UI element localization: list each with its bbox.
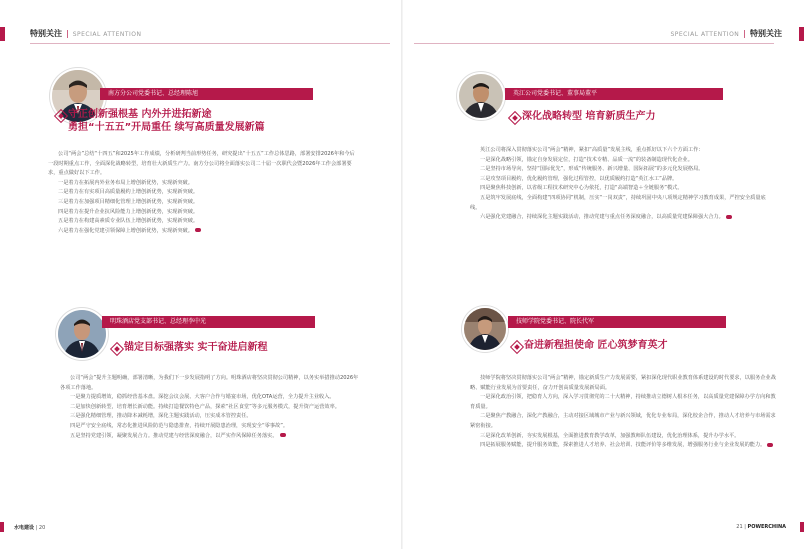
body-paragraph: 公司“两会”提升主题明确，部署清晰，为我们下一步发展指明了方向。明珠酒店将坚决贯彻公司精神，以务实举措推动2026年各项工作落地。: [60, 375, 359, 391]
header-accent-bar: [799, 27, 804, 41]
article-title-line1: 深化战略转型 培育新质生产力: [522, 111, 656, 122]
header-section-en: SPECIAL ATTENTION: [72, 31, 142, 38]
page-gutter: [401, 0, 403, 549]
body-paragraph: 一是聚力提质增效，稳抓经营基本盘。深挖会议会展、大客户合作与婚宴市场，优化OTA运营，全力提升主业收入。: [70, 394, 335, 401]
body-paragraph: 二是坚持市场导向，坚持“国际优先”，形成“传统服务、新兴增量、国际拓展”的多元化发展格局。: [480, 166, 704, 173]
header-section-en: SPECIAL ATTENTION: [670, 31, 740, 38]
speaker-tag: 明珠酒店党支部书记、总经理李中光: [102, 316, 315, 328]
end-mark-icon: [280, 433, 286, 437]
footer-accent-bar: [800, 522, 804, 532]
title-bullet-icon: [110, 342, 124, 356]
portrait-photo: [457, 72, 505, 120]
article-title-line1: 守正创新强根基 内外并进拓新途: [68, 109, 212, 120]
body-paragraph: 四是聚焦科技创新，以省级工程技术研究中心为依托，打造“高端智造＋全链服务”模式。: [480, 185, 683, 192]
body-paragraph: 五是筑牢发展底线，全面构建“四项协同”机制，压实“一岗双责”，持续巩固中央八项规定精神学习教育成果，严控安全质量底线。: [470, 194, 766, 211]
body-paragraph: 六是强化党建融合，持续深化主题实践活动，推动党建与重点任务深度融合，以高质量党建保障强大合力。: [480, 214, 724, 221]
footer-publication-name: 水电建设: [14, 525, 35, 531]
body-paragraph: 公司“两会”总结“十四五”和2025年工作成绩，分析研判当前形势任务，研究提出“十五五”工作总体思路，部署安排2026年和今后一段时期重点工作，全面深化战略转型，培育壮大新质生产力。南方分公司将全面落实公司二十届一次职代会暨2026年工作会部署要求，重点做好以下工作。: [48, 151, 355, 177]
body-paragraph: 六是着力在强化党建引领保障上增创新优势，实现新突破。: [58, 227, 193, 234]
left-page-header: [0, 0, 402, 40]
footer-page-number: 21: [736, 524, 743, 530]
right-page-header: [402, 0, 804, 40]
article-title-line1: 奋进新程担使命 匠心筑梦育英才: [524, 340, 668, 351]
footer-page-number: 20: [38, 525, 46, 531]
article-body: [48, 150, 358, 236]
portrait-photo: [56, 308, 108, 360]
body-paragraph: 二是加快创新转型，培育增长新动能。持续打造餐饮特色产品，探索“社区食堂”等多元服务模式，提升资产运营效率。: [70, 403, 340, 410]
body-paragraph: 五是着力在构建高素质专业队伍上增创新优势，实现新突破。: [58, 218, 199, 225]
body-paragraph: 四是拓展服务赋能，提升服务效能，探索推进人才培养、社会培训、技能评价等多维发展，增强服务行业与企业发展的能力。: [480, 442, 766, 449]
speaker-tag: 英江公司党委书记、董事局董平: [505, 88, 723, 100]
speaker-tag: 技师学院党委书记、院长代军: [508, 316, 726, 328]
body-paragraph: 二是着力在有实项目高质量履约上增创新优势，实现新突破。: [58, 189, 199, 196]
header-section-cn: 特别关注: [750, 29, 782, 38]
title-bullet-icon: [510, 340, 524, 354]
header-accent-bar: [0, 27, 5, 41]
end-mark-icon: [195, 228, 201, 232]
article-title-line2: 勇担“十五五”开局重任 续写高质量发展新篇: [68, 122, 265, 133]
left-page-footer: 水电建设 | 20: [14, 525, 46, 531]
body-paragraph: 一是深化战略引领，锚定自身发展定位，打造“技术专精、品质一流”的装备制造现代化企业。: [480, 156, 693, 163]
header-section-cn: 特别关注: [30, 29, 62, 38]
title-bullet-icon: [508, 111, 522, 125]
footer-brand: POWERCHINA: [747, 524, 786, 530]
end-mark-icon: [767, 443, 773, 447]
header-rule: [30, 43, 390, 44]
body-paragraph: 一是着力在拓展内外业务布局上增创新优势，实现新突破。: [58, 179, 193, 186]
body-paragraph: 三是着力在加强项目精细化管理上增创新优势，实现新突破。: [58, 198, 199, 205]
portrait-photo: [462, 306, 508, 352]
footer-accent-bar: [0, 522, 4, 532]
body-paragraph: 技师学院将坚决贯彻落实公司“两会”精神，锚定新质生产力发展需要，紧扣深化现代职业教育体系建设的时代要求，以服务企业战略、赋能行业发展为首要责任，奋力开创高质量发展新局面。: [470, 375, 776, 391]
body-paragraph: 英江公司将深入贯彻落实公司“两会”精神，紧扣“高质量”发展主线，重点抓好以下六个方面工作：: [480, 147, 704, 153]
speaker-tag: 南方分公司党委书记、总经理陈旭: [100, 88, 313, 100]
body-paragraph: 四是严守安全底线，常态化推进风险防范与隐患排查，持续开展隐患治理，实现安全“零事故”。: [70, 422, 289, 429]
header-rule: [414, 43, 774, 44]
body-paragraph: 四是着力在提升企业抗风险能力上增创新优势，实现新突破。: [58, 208, 199, 215]
article-body: [470, 374, 776, 451]
article-body: [470, 146, 776, 223]
header-label: 特别关注 | SPECIAL ATTENTION: [30, 29, 142, 38]
body-paragraph: 三是强化精细管理，推动降本减耗增，深化主题实践活动，压实成本管控责任。: [70, 413, 252, 420]
end-mark-icon: [726, 215, 732, 219]
article-title-line1: 锚定目标强落实 实干奋进启新程: [124, 342, 268, 353]
body-paragraph: 二是聚焦产教融合，深化产教融合，主动对接区域城市产业与新兴领域，优化专业布局，深化校企合作，推动人才培养与市场需求紧密衔接。: [470, 413, 776, 429]
body-paragraph: 三是深化改革创新，夯实发展根基，全面推进教育教学改革，加强教师队伍建设，优化治理体系，提升办学水平。: [480, 432, 740, 439]
body-paragraph: 三是攻坚项目履约，优化履约管理，强化过程管控，以优质履约打造“英江水工”品牌。: [480, 175, 678, 182]
article-body: [60, 374, 360, 441]
body-paragraph: 一是深化政治引领，把稳育人方向，深入学习贯彻党的二十大精神，持续推动立德树人根本任务，以高质量党建保障办学方向和教育质量。: [470, 394, 776, 410]
body-paragraph: 五是坚持党建引领，凝聚发展合力。推动党建与经营深度融合，以严实作风保障任务落实。: [70, 432, 278, 439]
right-page-footer: 21 | POWERCHINA: [736, 524, 786, 530]
header-label: SPECIAL ATTENTION | 特别关注: [670, 29, 782, 38]
